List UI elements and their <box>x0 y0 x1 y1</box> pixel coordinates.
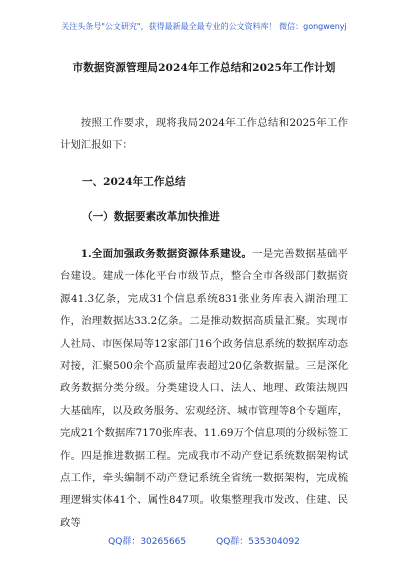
footer-contact <box>0 534 408 547</box>
paragraph-text: 一是完善数据基础平台建设。建成一体化平台市级节点，整合全市各级部门数据资源41.3亿条，完成31个信息系统831张业务库表入湖治理工作，治理数据达33.2亿条。二是推动数据高质量汇聚。实现市人社局、市医保局等12家部门16个政务信息系统的数据库动态对接，汇聚500余个高质量库表超过20亿条数据量。三是深化政务数据分类分级。分类建设人口、法人、地理、政策法规四大基础库，以及政务服务、宏观经济、城市管理等8个专题库，完成21个数据库7170张库表、11.69万个信息项的分级标签工作。四是推进数据工程。完成我市不动产登记系统数据架构试点工作，牵头编制不动产登记系统全省统一数据架构，完成梳理逻辑实体41个、属性847项。收集整理我市发改、住建、民政等 <box>60 248 348 529</box>
body-paragraph <box>60 243 348 534</box>
qq-group-2: QQ群：535304092 <box>216 537 300 547</box>
qq-group-1: QQ群：30265665 <box>108 537 187 547</box>
subsection-heading: （一）数据要素改革加快推进 <box>82 211 220 223</box>
promo-banner: 关注头条号"公文研究"，获得最新最全最专业的公文资料库！ 微信：gongwenyj <box>61 22 347 31</box>
document-title: 市数据资源管理局2024年工作总结和2025年工作计划 <box>72 62 336 74</box>
paragraph-lead: 1.全面加强政务数据资源体系建设。 <box>80 248 253 260</box>
intro-paragraph: 按照工作要求，现将我局2024年工作总结和2025年工作计划汇报如下： <box>60 117 348 152</box>
section-heading: 一、2024年工作总结 <box>82 176 186 188</box>
